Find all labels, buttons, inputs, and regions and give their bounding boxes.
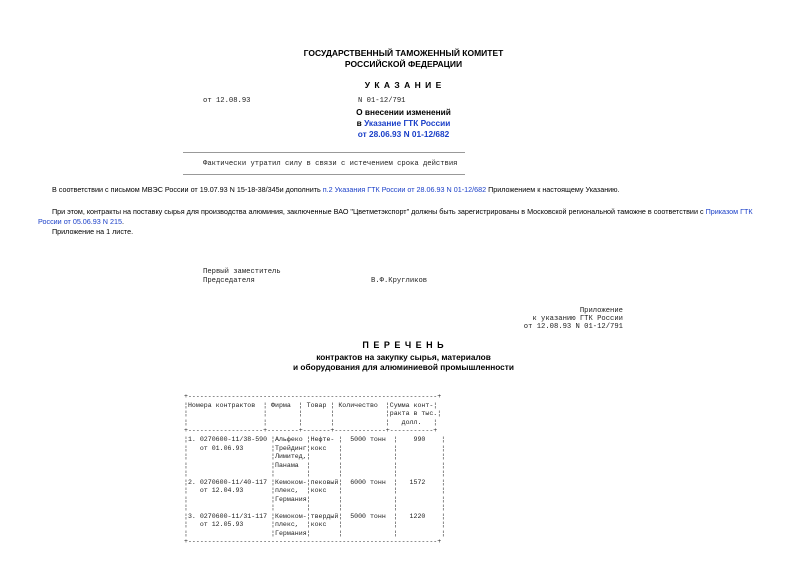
para1-text: В соответствии с письмом МВЭС России от 19.07.93 N 15-18-38/345и дополнить	[52, 185, 323, 194]
para2-text: При этом, контракты на поставку сырья для производства алюминия, заключенные ВАО "Цветметэкспорт" должны быть зарегистрированы в Московской региональной таможне в соответствии с	[52, 207, 706, 216]
body-paragraph-3: Приложение на 1 листе.	[52, 227, 134, 236]
appendix-subtitle-2: и оборудования для алюминиевой промышленности	[293, 362, 514, 372]
para1-text-end: Приложением к настоящему Указанию.	[486, 185, 620, 194]
org-name-line1: ГОСУДАРСТВЕННЫЙ ТАМОЖЕННЫЙ КОМИТЕТ	[303, 48, 504, 58]
appendix-label-3: от 12.08.93 N 01-12/791	[523, 323, 623, 331]
doc-title-line2	[0, 118, 807, 128]
signature-position-2: Председателя	[203, 277, 255, 285]
body-paragraph-1	[52, 185, 772, 195]
doc-number: N 01-12/791	[358, 97, 406, 105]
para2-link[interactable]: Приказом ГТК	[705, 207, 753, 216]
referenced-directive-link[interactable]: Указание ГТК России	[364, 118, 451, 128]
doc-title-line1: О внесении изменений	[356, 107, 451, 117]
status-divider-bottom	[183, 174, 465, 175]
signature-position-1: Первый заместитель	[203, 268, 281, 276]
doc-date: от 12.08.93	[203, 97, 251, 105]
doc-title-prefix: в	[356, 118, 365, 128]
doc-title-line3[interactable]: от 28.06.93 N 01-12/682	[357, 129, 450, 139]
appendix-label-1: Приложение	[579, 307, 623, 315]
contracts-table-header: +---------------------------------------------------------------+ ¦Номера контрактов ¦ Фирма ¦ Товар ¦ Количество ¦Сумма конт-¦ ¦ ¦ ¦ ¦ ¦ракта в тыс.¦ ¦ ¦ ¦ ¦ ¦ долл. ¦ +-------------------+--------+-------+-------------+-----------+	[184, 393, 442, 434]
org-name-line2: РОССИЙСКОЙ ФЕДЕРАЦИИ	[344, 59, 463, 69]
status-note: Фактически утратил силу в связи с истечением срока действия	[203, 160, 458, 168]
signature-name: В.Ф.Кругликов	[371, 277, 428, 285]
contracts-table-rows: ¦1. 0270600-11/38-590 ¦Альфеко ¦Нефте- ¦ 5000 тонн ¦ 990 ¦ ¦ от 01.06.93 ¦Трейдинг¦кокс ¦ ¦ ¦ ¦ ¦Лимитед,¦ ¦ ¦ ¦ ¦ ¦Панама ¦ ¦ ¦ ¦ ¦ ¦ ¦ ¦ ¦ ¦ ¦2. 0270600-11/40-117 ¦Кемоком-¦пековый¦ 6000 тонн ¦ 1572 ¦ ¦ от 12.04.93 ¦плекс, ¦кокс ¦ ¦ ¦ ¦ ¦Германия¦ ¦ ¦ ¦ ¦ ¦ ¦ ¦ ¦ ¦ ¦3. 0270600-11/31-117 ¦Кемоком-¦твердый¦ 5000 тонн ¦ 1220 ¦ ¦ от 12.05.93 ¦плекс, ¦кокс ¦ ¦ ¦ ¦ ¦Германия¦ ¦ ¦ ¦ +---------------------------------------------------------------+	[184, 436, 446, 545]
para1-link[interactable]: п.2 Указания ГТК России от 28.06.93 N 01-12/682	[322, 185, 487, 194]
appendix-label-2: к указанию ГТК России	[532, 315, 623, 323]
body-paragraph-2-cont	[38, 217, 758, 227]
para2-link-cont[interactable]: России от 05.06.93 N 215	[38, 217, 122, 226]
status-divider-top	[183, 152, 465, 153]
body-paragraph-2	[52, 207, 772, 217]
doc-type: У К А З А Н И Е	[364, 80, 443, 90]
appendix-title: П Е Р Е Ч Е Н Ь	[362, 340, 445, 350]
para2-text-end: .	[121, 217, 124, 226]
appendix-subtitle-1: контрактов на закупку сырья, материалов	[316, 352, 491, 362]
